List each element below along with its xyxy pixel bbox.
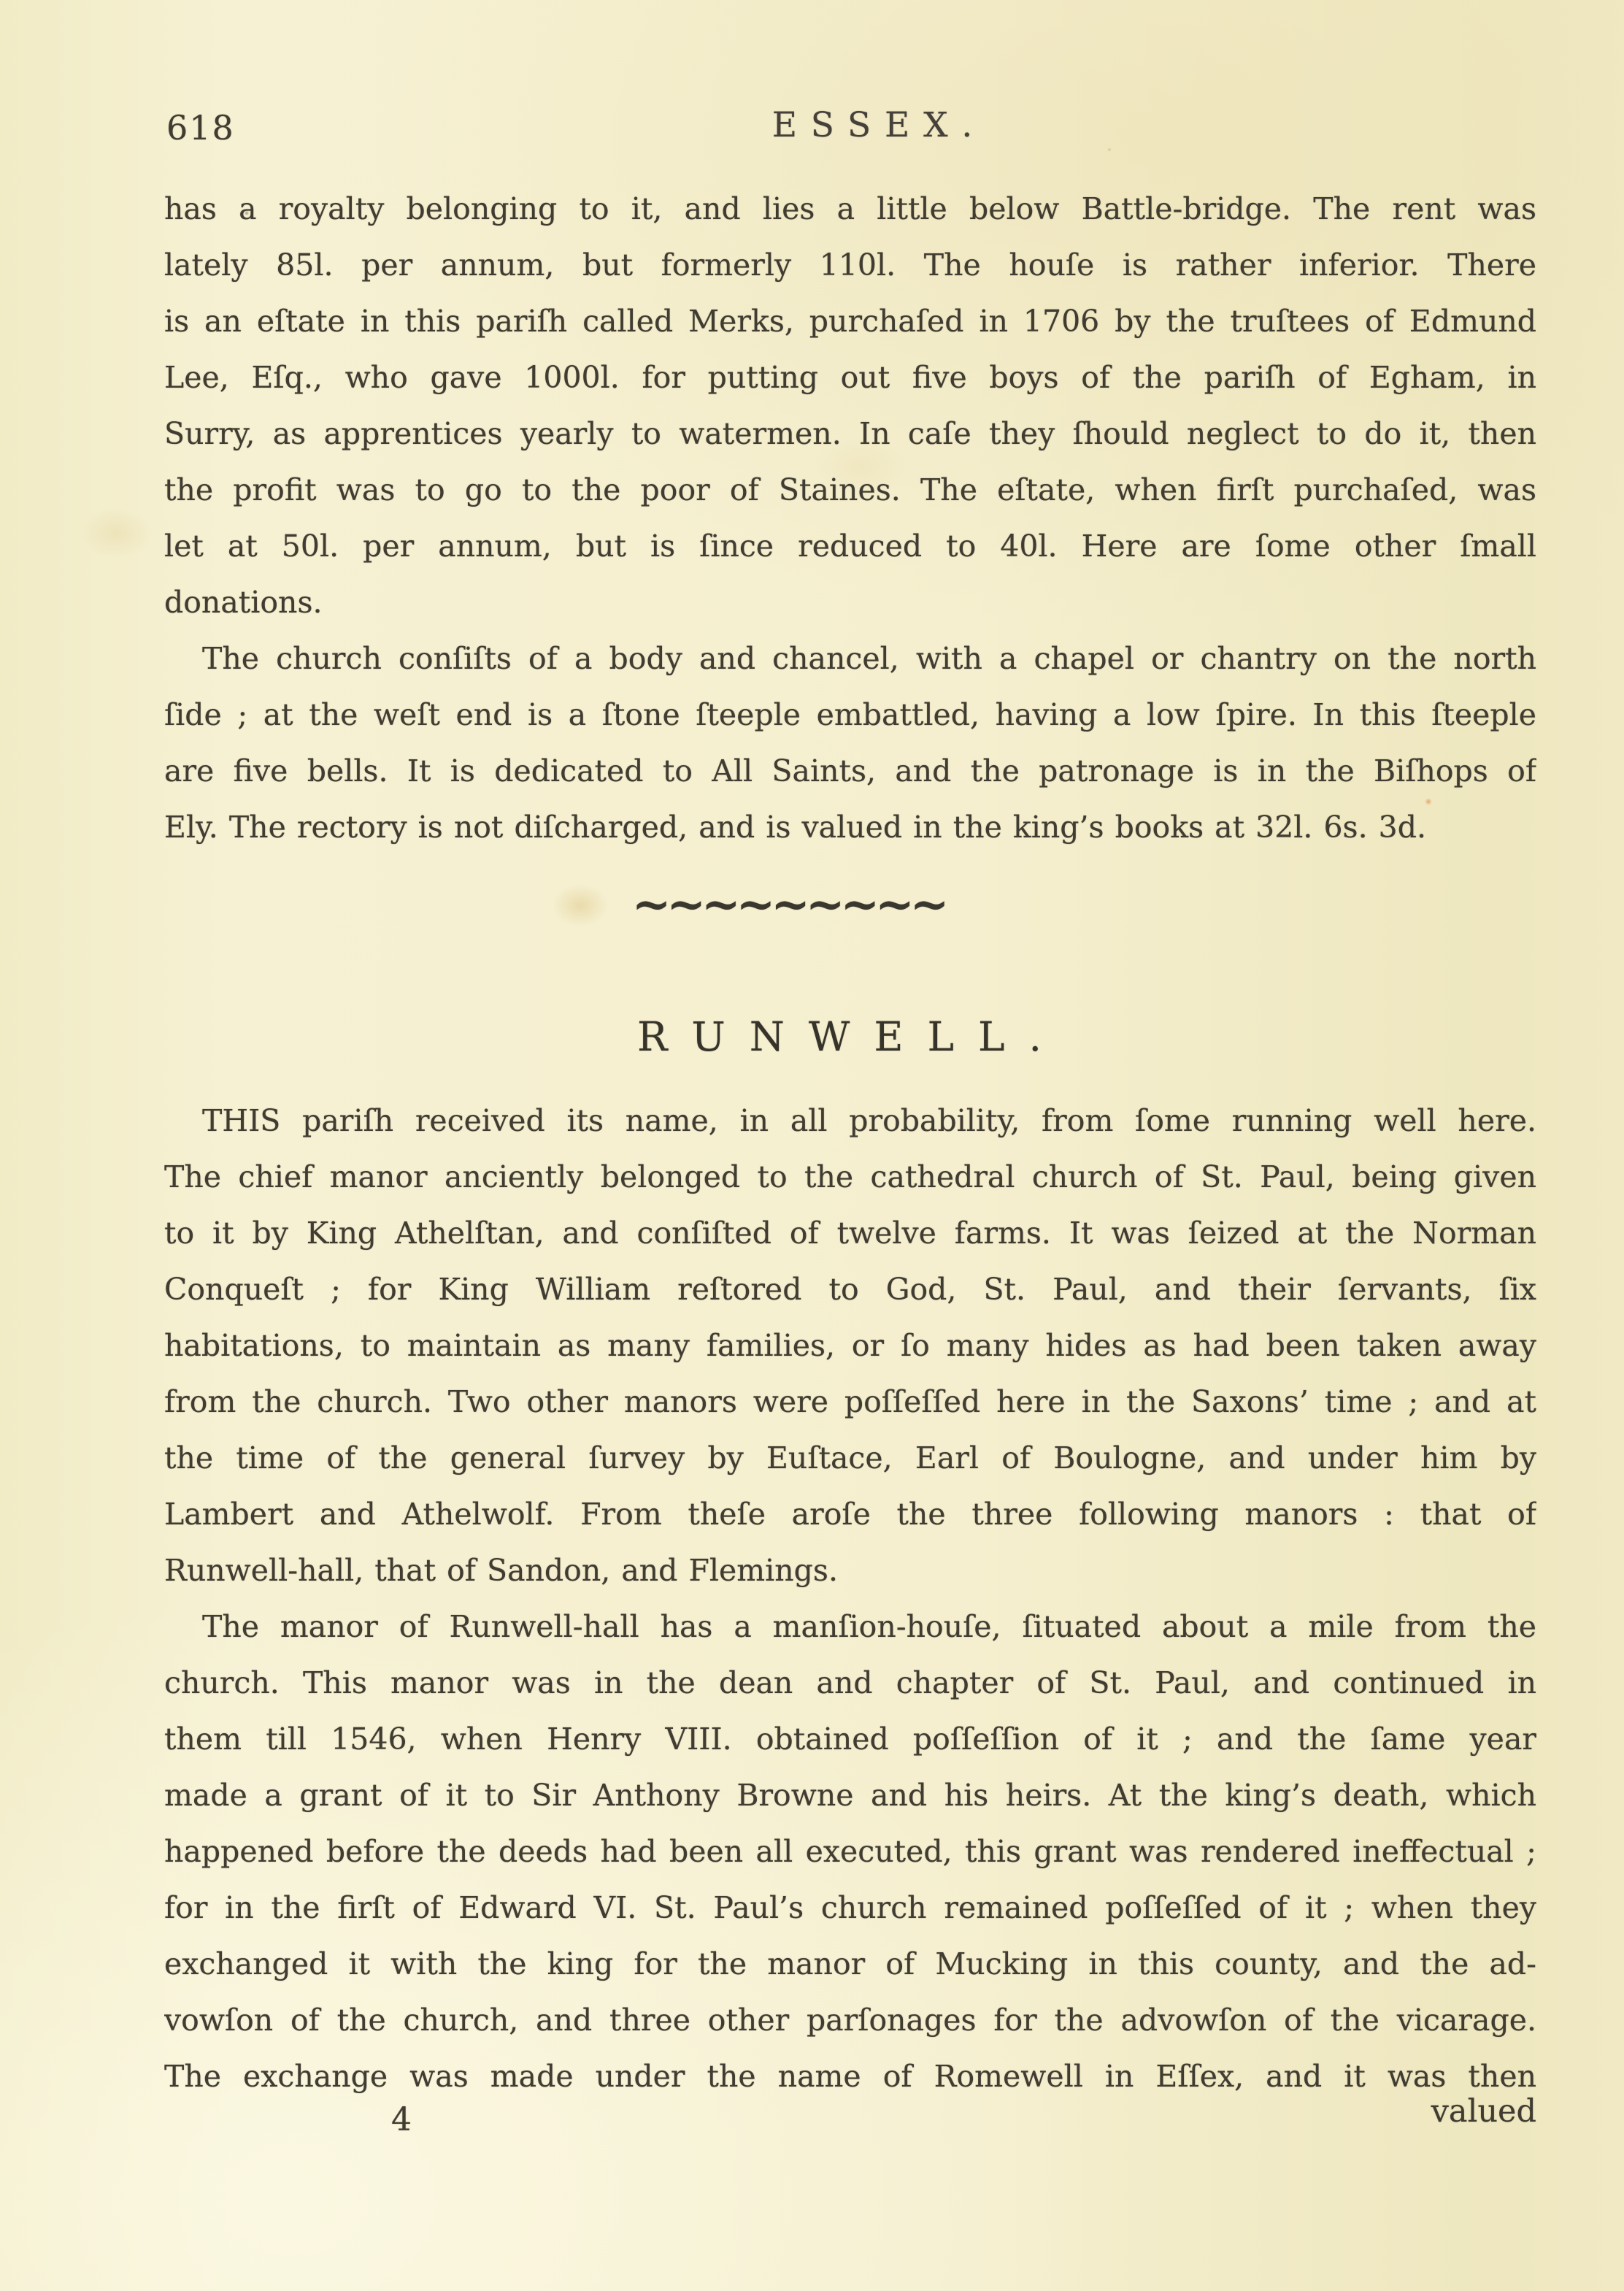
text-line: exchanged it with the king for the manor of Mucking in this county, and the ad- [164,1946,1536,1981]
text-line: The exchange was made under the name of Romewell in Eſſex, and it was then [164,2059,1536,2094]
text-line: made a grant of it to Sir Anthony Browne and his heirs. At the king’s death, which [164,1778,1536,1813]
page-number: 618 [166,108,235,147]
text-line: happened before the deeds had been all executed, this grant was rendered ineffectual ; [164,1834,1536,1869]
text-line: for in the firſt of Edward VI. St. Paul’s church remained poſſeſſed of it ; when they [164,1890,1536,1925]
text-line: vowſon of the church, and three other parſonages for the advowſon of the vicarage. [164,2003,1536,2038]
text-line: Runwell-hall, that of Sandon, and Flemings. [164,1553,838,1588]
section-divider-ornament: ~~~~~~~~~ [631,877,945,932]
running-head: ESSEX. [771,105,987,145]
text-line: has a royalty belonging to it, and lies a little below Battle-bridge. The rent was [164,191,1536,226]
signature-mark: 4 [391,2101,412,2138]
text-line: church. This manor was in the dean and chapter of St. Paul, and continued in [164,1665,1536,1700]
text-line: ſide ; at the weſt end is a ſtone ſteeple embattled, having a low ſpire. In this ſteeple [164,697,1536,732]
text-line: Lee, Eſq., who gave 1000l. for putting out five boys of the pariſh of Egham, in [164,360,1536,395]
section-heading: RUNWELL. [636,1013,1066,1060]
text-line: habitations, to maintain as many families, or ſo many hides as had been taken away [164,1328,1536,1363]
section-paragraphs [164,1093,1536,2105]
text-block [164,181,1536,2105]
section-runwell [164,1003,1536,2105]
text-line: Conqueſt ; for King William reſtored to God, St. Paul, and their ſervants, ſix [164,1272,1536,1307]
text-line: The chief manor anciently belonged to the cathedral church of St. Paul, being given [164,1159,1536,1194]
catchword: valued [1431,2093,1536,2130]
text-line: lately 85l. per annum, but formerly 110l. The houſe is rather inferior. There [164,247,1536,283]
text-line: is an eſtate in this pariſh called Merks, purchaſed in 1706 by the truſtees of Edmund [164,304,1536,339]
paragraph [164,631,1536,856]
text-line: are five bells. It is dedicated to All Saints, and the patronage is in the Biſhops of [164,753,1536,788]
text-line: the profit was to go to the poor of Staines. The eſtate, when firſt purchaſed, was [164,472,1536,507]
text-line: them till 1546, when Henry VIII. obtained poſſeſſion of it ; and the ſame year [164,1722,1536,1757]
section-paragraphs [164,181,1536,856]
paragraph [164,1093,1536,1599]
text-line: let at 50l. per annum, but is ſince reduced to 40l. Here are ſome other ſmall [164,529,1536,564]
text-line: The church conſiſts of a body and chancel, with a chapel or chantry on the north [202,641,1536,676]
text-line: the time of the general ſurvey by Euſtace, Earl of Boulogne, and under him by [164,1440,1536,1475]
text-line: from the church. Two other manors were poſſeſſed here in the Saxons’ time ; and at [164,1384,1536,1419]
paragraph [164,181,1536,631]
section-continuation [164,181,1536,856]
text-line: THIS pariſh received its name, in all probability, from ſome running well here. [202,1103,1536,1138]
text-line: Ely. The rectory is not diſcharged, and is valued in the king’s books at 32l. 6s. 3d. [164,810,1427,845]
text-line: to it by King Athelſtan, and conſiſted of twelve farms. It was ſeized at the Norman [164,1216,1536,1251]
text-line: Lambert and Athelwolf. From theſe aroſe the three following manors : that of [164,1497,1536,1532]
paragraph [164,1599,1536,2105]
text-line: Surry, as apprentices yearly to watermen. In caſe they ſhould neglect to do it, then [164,416,1536,451]
text-line: The manor of Runwell-hall has a manſion-houſe, ſituated about a mile from the [202,1609,1536,1644]
text-line: donations. [164,585,323,620]
